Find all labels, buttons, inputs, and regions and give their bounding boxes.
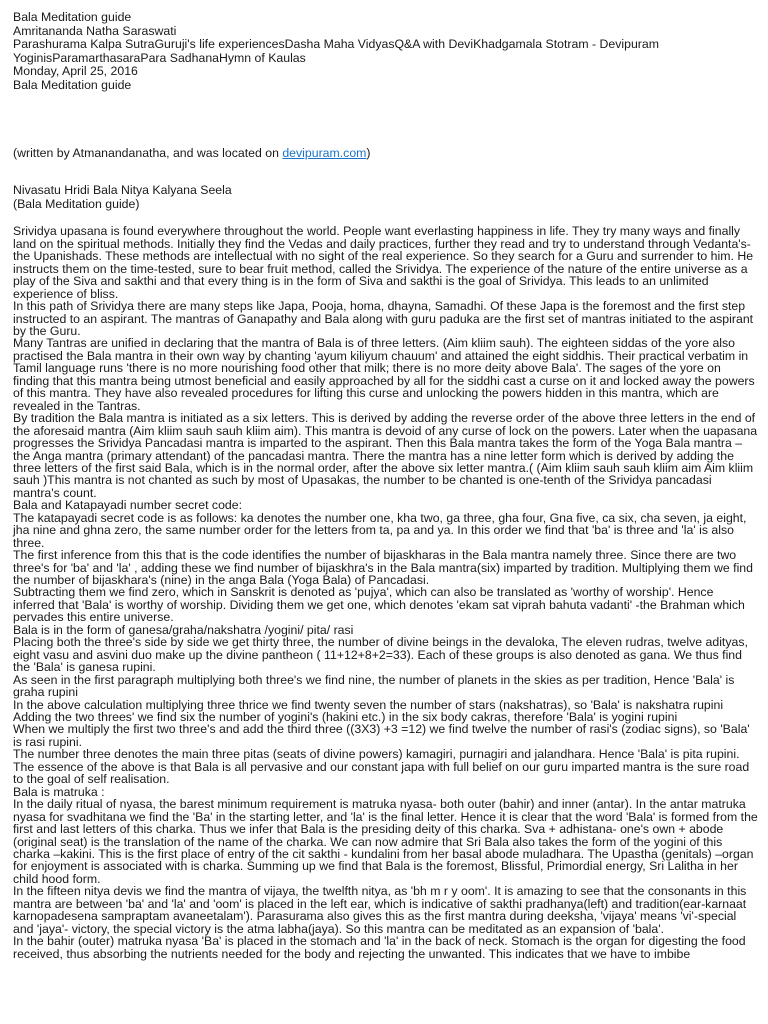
paragraph: Placing both the three's side by side we get thirty three, the number of divine beings in the devaloka, The eleven rudras, twelve adityas, eight vasu and asvini duo make up the divine pantheon ( 11+12+8+2=33). Each of these groups is also denoted as gana. We thus find the 'Bala' is ganesa rupini. — [13, 635, 748, 675]
nav-links-line-2[interactable]: YoginisParamarthasaraPara SadhanaHymn of Kaulas — [13, 50, 306, 65]
document-page — [13, 11, 758, 960]
paragraph: Many Tantras are unified in declaring that the mantra of Bala is of three letters. (Aim kliim sauh). The eighteen siddas of the yore also practised the Bala mantra in their own way by chanting 'ayum kiliyum chauum' and attained the eight siddhis. Their practical verbatim in Tamil language runs 'there is no more nourishing food other that milk; there is no more deity above Bala'. The sages of the yore on finding that this mantra being utmost beneficial and easily approached by all for the siddhi cast a curse on it and locked away the powers of this mantra. They have also revealed procedures for lifting this curse and unlocking the powers hidden in this mantra, which are revealed in the Tantras. — [13, 336, 755, 413]
paragraph: When we multiply the first two three's and add the third three ((3X3) +3 =12) we find twelve the number of rasi's (zodiac signs), so 'Bala' is rasi rupini. — [13, 722, 750, 749]
section-heading: Bala and Katapayadi number secret code: — [13, 498, 243, 513]
heading-line-1: Nivasatu Hridi Bala Nitya Kalyana Seela — [13, 183, 232, 198]
attribution-prefix: (written by Atmanandanatha, and was located on — [13, 145, 283, 160]
post-title: Bala Meditation guide — [13, 77, 132, 92]
paragraph: In the bahir (outer) matruka nyasa 'Ba' is placed in the stomach and 'la' in the back of neck. Stomach is the organ for digesting the food received, thus absorbing the nutrients needed for the body and rejecting the unwanted. This indicates that we have to imbibe — [13, 934, 746, 961]
heading-line-2: (Bala Meditation guide) — [13, 196, 140, 211]
paragraph: Subtracting them we find zero, which in Sanskrit is denoted as 'pujya', which can also be translated as 'worthy of worship'. Hence inferred that 'Bala' is worthy of worship. Dividing them we get one, which denotes 'ekam sat viprah bahuta vadanti' -the Brahman which pervades this entire universe. — [13, 585, 745, 625]
attribution — [13, 147, 758, 161]
paragraph: In the daily ritual of nyasa, the barest minimum requirement is matruka nyasa- both outer (bahir) and inner (antar). In the antar matruka nyasa for svadhitana we find the 'Ba' in the starting letter, and 'la' is the final letter. Hence it is clear that the word 'Bala' is formed from the first and last letters of this charka. Thus we infer that Bala is the presiding deity of this charka. Sva + adhistana- one's own + abode (original seat) is the translation of the name of the charka. We can now admire that Sri Bala also takes the form of the yogini of this charka –kakini. This is the first place of entry of the cit sakthi - kundalini from her basal abode muladhara. The Upastha (genitals) –organ for enjoyment is associated with is charka. Summing up we find that Bala is the foremost, Blissful, Primordial energy, Sri Lalitha in her child hood form. — [13, 797, 758, 886]
paragraph: Adding the two threes' we find six the number of yogini's (hakini etc.) in the six body cakras, therefore 'Bala' is yogini rupini — [13, 710, 678, 725]
paragraph: Srividya upasana is found everywhere throughout the world. People want everlasting happiness in life. They try many ways and finally land on the spiritual methods. Initially they find the Vedas and daily practices, further they read and try to understand through Vedanta's- the Upanishads. These methods are intellectual with no sight of the real experience. So they search for a Guru and surrender to him. He instructs them on the time-tested, sure to bear fruit method, called the Srividya. The experience of the nature of the entire universe as a play of the Siva and sakthi and that every thing is in the form of Siva and sakthi is the goal of Srividya. This leads to an unlimited experience of bliss. — [13, 224, 754, 301]
paragraph: By tradition the Bala mantra is initiated as a six letters. This is derived by adding the reverse order of the above three letters in the end of the aforesaid mantra (Aim kliim sauh sauh kliim aim). This mantra is devoid of any curse of lock on the powers. Later when the uapasana progresses the Srividya Pancadasi mantra is imparted to the aspirant. Then this Bala mantra takes the form of the Yoga Bala mantra – the Anga mantra (primary attendant) of the pancadasi mantra. There the mantra has a nine letter form which is derived by adding the three letters of the first said Bala, which is in the normal order, after the above six letter mantra.( (Aim kliim sauh sauh kliim aim Aim kliim sauh )This mantra is not chanted as such by most of Upasakas, the number to be chanted is one-tenth of the Srividya pancadasi mantra's count. — [13, 411, 758, 500]
paragraph: As seen in the first paragraph multiplying both three's we find nine, the number of planets in the skies as per tradition, Hence 'Bala' is graha rupini — [13, 672, 735, 700]
blog-title: Bala Meditation guide — [13, 10, 132, 24]
paragraph: The katapayadi secret code is as follows: ka denotes the number one, kha two, ga three, gha four, Gna five, ca six, cha seven, ja eight, jha nine and ghna zero, the same number order for the letters from ta, pa and ya. In this order we find that 'ba' is three and 'la' is also three. — [13, 510, 747, 550]
attribution-suffix: ) — [366, 145, 371, 160]
post-date: Monday, April 25, 2016 — [13, 64, 138, 79]
section-heading: Bala is in the form of ganesa/graha/nakshatra /yogini/ pita/ rasi — [13, 622, 354, 637]
paragraph: In this path of Srividya there are many steps like Japa, Pooja, homa, dhayna, Samadhi. Of these Japa is the foremost and the first step instructed to an aspirant. The mantras of Ganapathy and Bala along with guru paduka are the first set of mantras initiated to the aspirant by the Guru. — [13, 299, 754, 338]
author-name: Amritananda Natha Saraswati — [13, 23, 177, 38]
nav-links-line-1[interactable]: Parashurama Kalpa SutraGuruji's life experiencesDasha Maha VidyasQ&A with DeviKhadgamala Stotram - Devipuram — [13, 37, 659, 52]
paragraph: The first inference from this that is the code identifies the number of bijaskharas in the Bala mantra namely three. Since there are two three's for 'ba' and 'la' , adding these we find number of bijaskhra's in the Bala mantra(six) imparted by tradition. Multiplying them we find the number of bijaskhara's (nine) in the anga Bala (Yoga Bala) of Pancadasi. — [13, 548, 753, 588]
article-body — [13, 225, 758, 960]
paragraph: The number three denotes the main three pitas (seats of divine powers) kamagiri, purnagiri and jalandhara. Hence 'Bala' is pita rupini. The essence of the above is that Bala is all pervasive and our constant japa with full belief on our guru imparted mantra is the sure road to the goal of self realisation. — [13, 747, 750, 787]
paragraph: In the above calculation multiplying three thrice we find twenty seven the number of stars (nakshatras), so 'Bala' is nakshatra rupini — [13, 697, 724, 712]
devipuram-link[interactable]: devipuram.com — [282, 145, 367, 160]
section-heading: Bala is matruka : — [13, 784, 105, 799]
paragraph: In the fifteen nitya devis we find the mantra of vijaya, the twelfth nitya, as 'bh m r y oom'. It is amazing to see that the consonants in this mantra are between 'ba' and 'la' and 'oom' is placed in the left ear, which is indicative of sakthi pradhanya(left) and tradition(ear-karnaat karnopadesena sampraptam avaneetalam'). Parasurama also gives this as the first mantra during deeksha, 'vijaya' means 'vi'-special and 'jaya'- victory, the special victory is the atma labha(jaya). So this mantra can be meditated as an expansion of 'bala'. — [13, 884, 747, 936]
